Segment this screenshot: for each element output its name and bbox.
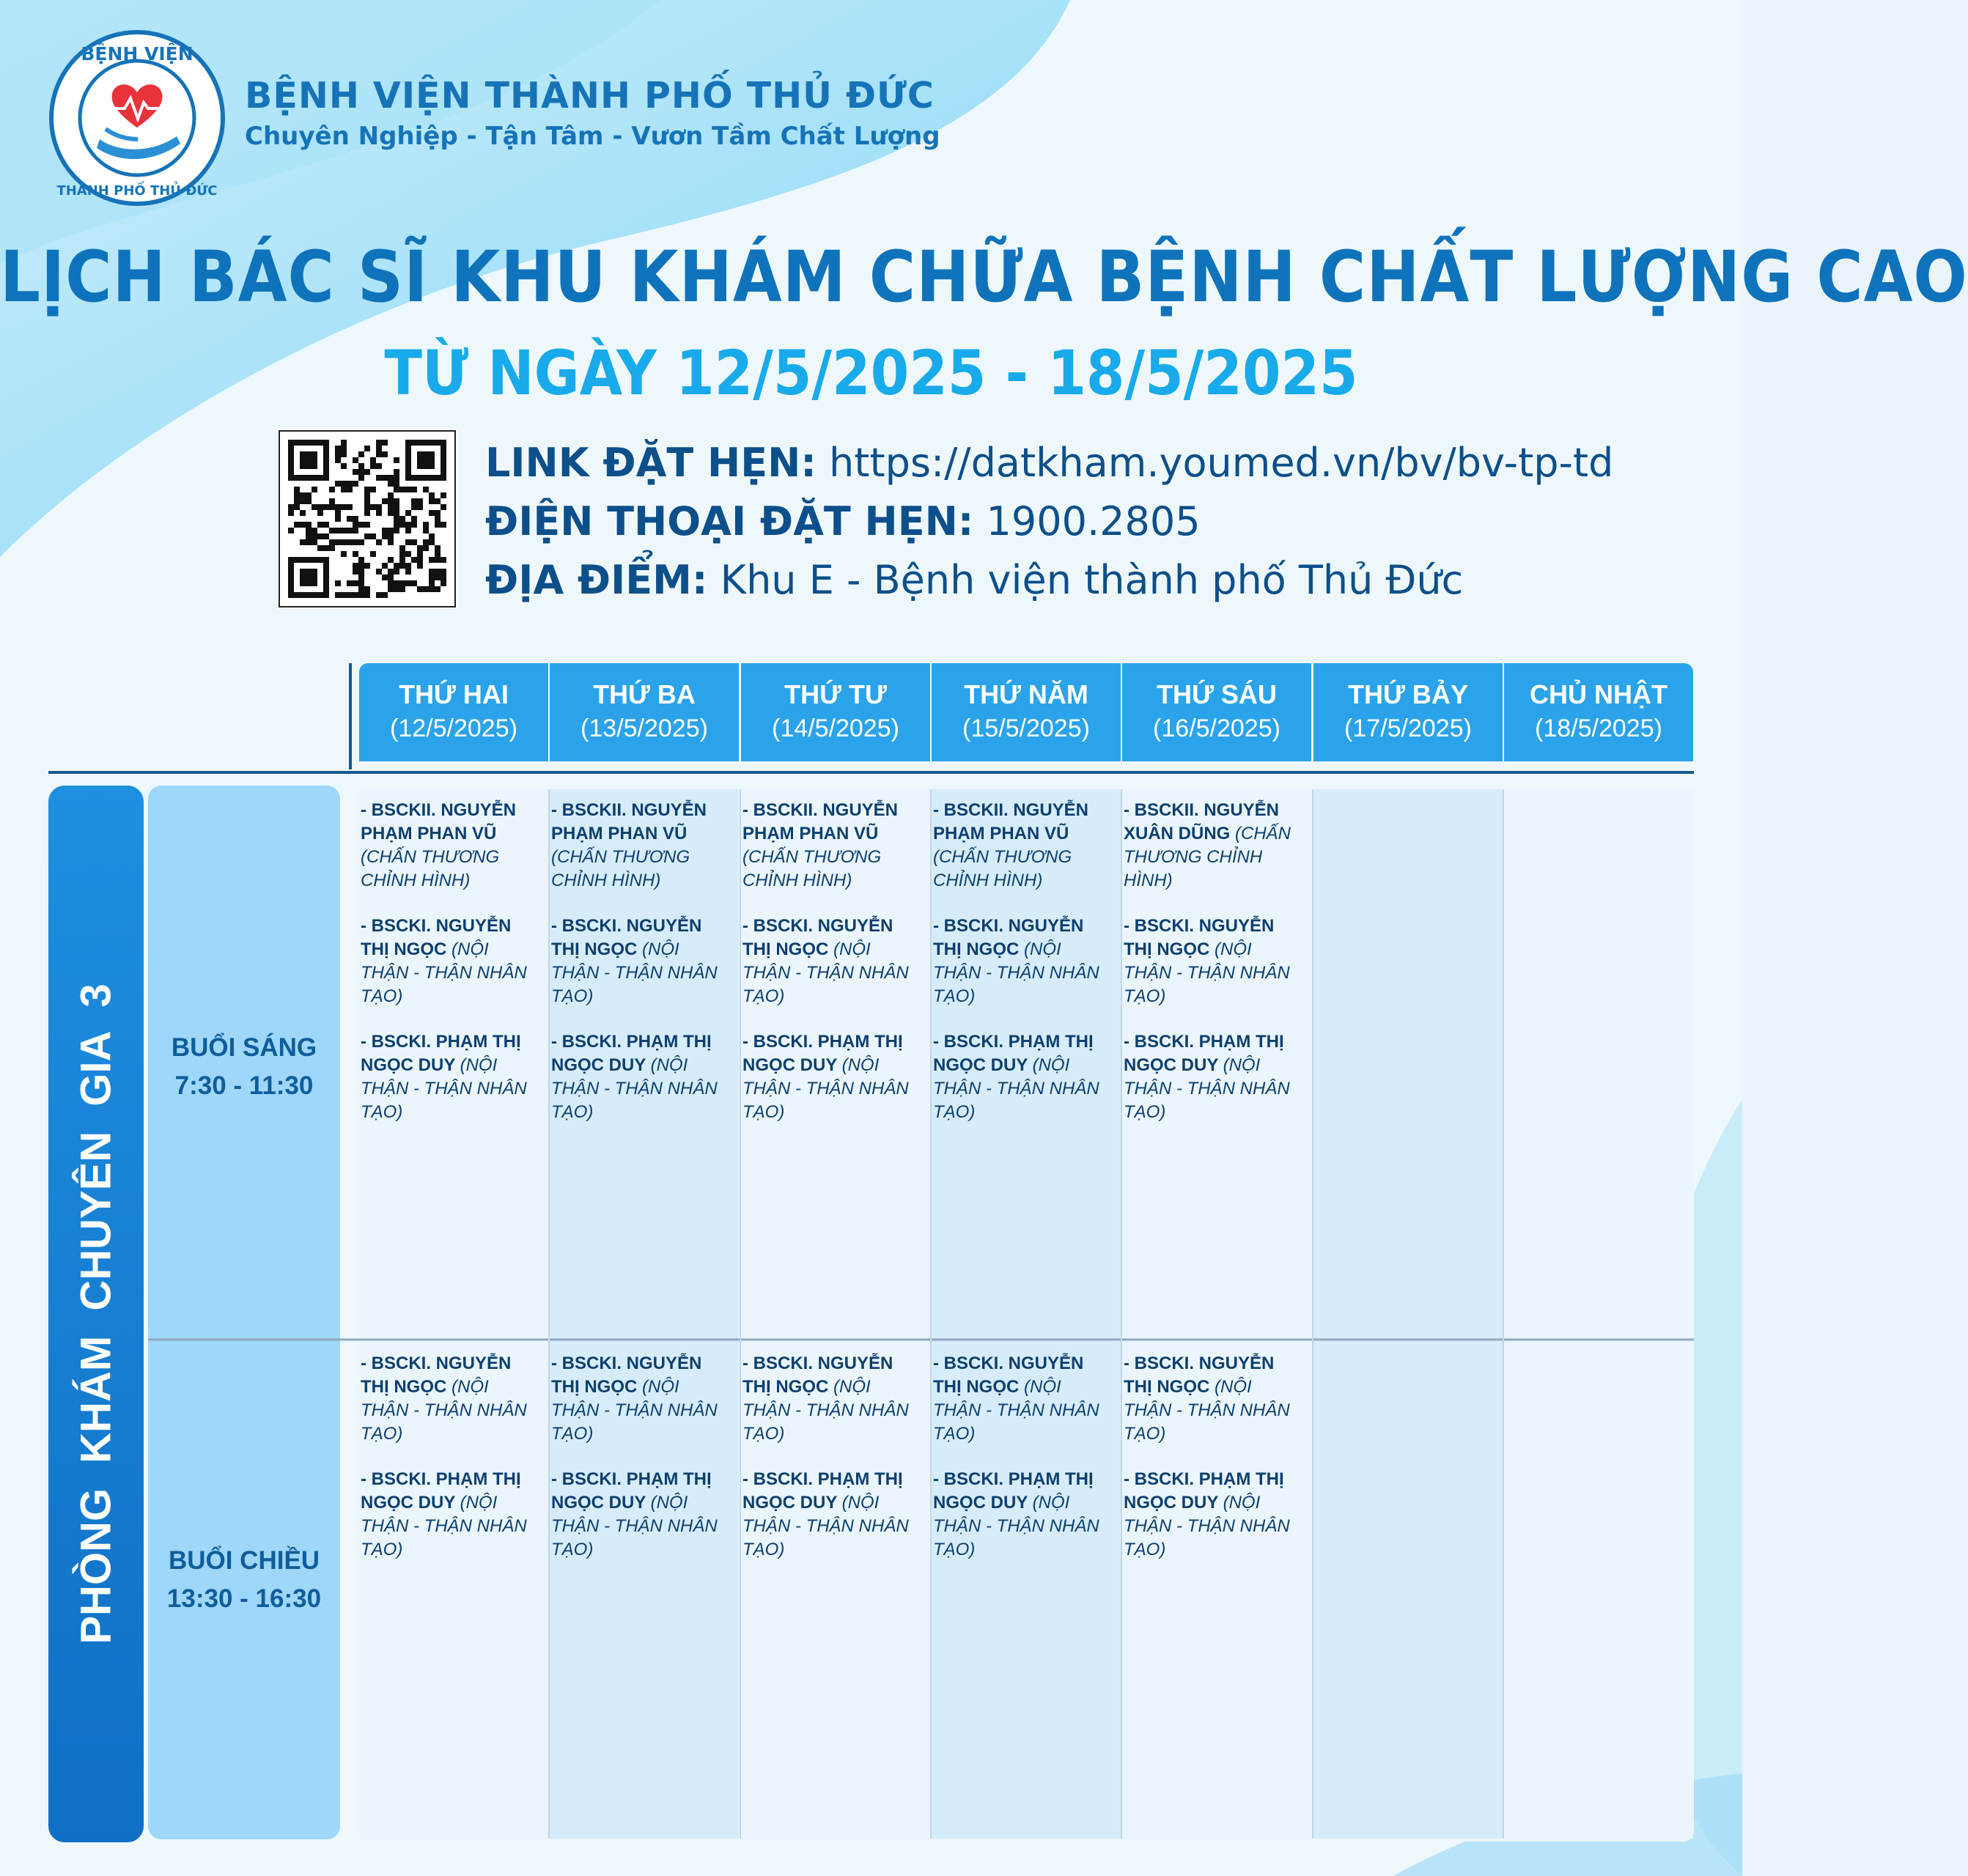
doctor-specialty: (CHẤN THƯƠNG CHỈNH HÌNH): [551, 847, 690, 890]
room-label: PHÒNG KHÁM CHUYÊN GIA 3: [72, 983, 120, 1644]
doctor-entry: [742, 915, 918, 1008]
doctor-specialty: (CHẤN THƯƠNG CHỈNH HÌNH): [933, 847, 1072, 890]
doctor-specialty: (NỘI THẬN - THẬN NHÂN TẠO): [551, 939, 718, 1006]
page-title: LỊCH BÁC SĨ KHU KHÁM CHỮA BỆNH CHẤT LƯỢNG CAO: [0, 236, 1968, 318]
doctor-name: - BSCKI. NGUYỄN THỊ NGỌC: [361, 916, 512, 959]
schedule-cell-morning: [742, 799, 918, 1146]
booking-phone-value[interactable]: 1900.2805: [973, 498, 1201, 544]
doctor-entry: [742, 1468, 918, 1562]
doctor-specialty: (NỘI THẬN - THẬN NHÂN TẠO): [1124, 1377, 1290, 1444]
doctor-name: - BSCKII. NGUYỄN PHẠM PHAN VŨ: [742, 800, 899, 843]
doctor-entry: [933, 799, 1109, 893]
doctor-name: - BSCKI. NGUYỄN THỊ NGỌC: [1124, 916, 1275, 959]
booking-link-url[interactable]: https://datkham.youmed.vn/bv/bv-tp-td: [816, 440, 1614, 486]
day-name: THỨ BA: [593, 679, 696, 709]
doctor-specialty: (CHẤN THƯƠNG CHỈNH HÌNH): [361, 847, 500, 890]
doctor-name: - BSCKI. PHẠM THỊ NGỌC DUY: [361, 1032, 521, 1075]
doctor-specialty: (NỘI THẬN - THẬN NHÂN TẠO): [1124, 1055, 1290, 1122]
day-date: (13/5/2025): [581, 714, 708, 742]
session-morning: [148, 1033, 340, 1101]
doctor-entry: [361, 1468, 537, 1562]
doctor-name: - BSCKI. PHẠM THỊ NGỌC DUY: [933, 1032, 1094, 1075]
day-name: THỨ TƯ: [784, 679, 887, 709]
doctor-name: - BSCKII. NGUYỄN PHẠM PHAN VŨ: [551, 800, 707, 843]
doctor-name: - BSCKI. PHẠM THỊ NGỌC DUY: [361, 1469, 521, 1513]
doctor-name: - BSCKI. PHẠM THỊ NGỌC DUY: [1124, 1032, 1284, 1075]
doctor-specialty: (NỘI THẬN - THẬN NHÂN TẠO): [742, 1493, 909, 1559]
doctor-entry: [361, 1030, 537, 1124]
doctor-entry: [1124, 1352, 1300, 1446]
doctor-specialty: (NỘI THẬN - THẬN NHÂN TẠO): [361, 939, 527, 1006]
day-header: [932, 663, 1121, 761]
hospital-slogan: Chuyên Nghiệp - Tận Tâm - Vươn Tầm Chất Lượng: [245, 122, 940, 151]
day-date: (17/5/2025): [1344, 714, 1472, 742]
doctor-name: - BSCKI. PHẠM THỊ NGỌC DUY: [551, 1032, 712, 1075]
doctor-entry: [361, 799, 537, 893]
doctor-entry: [933, 1352, 1109, 1446]
session-afternoon-name: BUỔI CHIỀU: [168, 1546, 320, 1575]
doctor-entry: [551, 799, 727, 893]
schedule-cell-afternoon: [1124, 1352, 1300, 1584]
day-header: [359, 663, 548, 761]
doctor-name: - BSCKI. PHẠM THỊ NGỌC DUY: [933, 1469, 1094, 1513]
doctor-name: - BSCKII. NGUYỄN PHẠM PHAN VŨ: [933, 800, 1089, 843]
schedule-cell-morning: [1124, 799, 1300, 1146]
doctor-entry: [1124, 915, 1300, 1008]
doctor-entry: [742, 799, 918, 893]
doctor-entry: [361, 1352, 537, 1446]
schedule-cell-morning: [551, 799, 727, 1146]
doctor-name: - BSCKI. NGUYỄN THỊ NGỌC: [933, 1354, 1084, 1397]
doctor-specialty: (NỘI THẬN - THẬN NHÂN TẠO): [361, 1377, 527, 1444]
schedule-cell-afternoon: [742, 1352, 918, 1584]
day-name: CHỦ NHẬT: [1530, 679, 1667, 709]
session-afternoon: [148, 1546, 340, 1614]
session-afternoon-time: 13:30 - 16:30: [166, 1584, 322, 1613]
doctor-specialty: (NỘI THẬN - THẬN NHÂN TẠO): [551, 1377, 718, 1444]
day-date: (12/5/2025): [390, 714, 517, 742]
doctor-specialty: (NỘI THẬN - THẬN NHÂN TẠO): [933, 1055, 1099, 1122]
schedule-cell-afternoon: [361, 1352, 537, 1584]
doctor-entry: [933, 1030, 1109, 1124]
location-value: Khu E - Bệnh viện thành phố Thủ Đức: [707, 557, 1464, 603]
doctor-specialty: (NỘI THẬN - THẬN NHÂN TẠO): [742, 939, 909, 1006]
doctor-entry: [551, 1352, 727, 1446]
booking-link-label: LINK ĐẶT HẸN:: [485, 440, 817, 486]
day-date: (18/5/2025): [1535, 714, 1662, 742]
doctor-name: - BSCKI. NGUYỄN THỊ NGỌC: [742, 916, 893, 959]
doctor-entry: [551, 1468, 727, 1562]
doctor-name: - BSCKII. NGUYỄN PHẠM PHAN VŨ: [361, 800, 517, 843]
doctor-entry: [933, 1468, 1109, 1562]
doctor-entry: [551, 915, 727, 1008]
day-header: [550, 663, 739, 761]
doctor-name: - BSCKI. NGUYỄN THỊ NGỌC: [742, 1354, 893, 1397]
day-header: [741, 663, 930, 761]
day-header: [1313, 663, 1503, 761]
doctor-name: - BSCKII. NGUYỄN XUÂN DŨNG: [1124, 800, 1280, 843]
doctor-specialty: (NỘI THẬN - THẬN NHÂN TẠO): [933, 1377, 1099, 1444]
doctor-specialty: (NỘI THẬN - THẬN NHÂN TẠO): [933, 1493, 1099, 1559]
schedule-cell-morning: [361, 799, 537, 1146]
doctor-name: - BSCKI. NGUYỄN THỊ NGỌC: [933, 916, 1084, 959]
doctor-name: - BSCKI. PHẠM THỊ NGỌC DUY: [742, 1469, 903, 1513]
day-header: [1504, 663, 1693, 761]
day-name: THỨ NĂM: [964, 679, 1088, 709]
doctor-name: - BSCKI. PHẠM THỊ NGỌC DUY: [742, 1032, 903, 1075]
doctor-name: - BSCKI. PHẠM THỊ NGỌC DUY: [1124, 1469, 1284, 1513]
day-date: (14/5/2025): [772, 714, 899, 742]
doctor-name: - BSCKI. PHẠM THỊ NGỌC DUY: [551, 1469, 712, 1513]
doctor-entry: [933, 915, 1109, 1008]
doctor-entry: [742, 1030, 918, 1124]
schedule-cell-morning: [933, 799, 1109, 1146]
schedule-cell-afternoon: [551, 1352, 727, 1584]
doctor-specialty: (NỘI THẬN - THẬN NHÂN TẠO): [742, 1377, 909, 1444]
booking-phone-label: ĐIỆN THOẠI ĐẶT HẸN:: [485, 498, 974, 544]
doctor-specialty: (NỘI THẬN - THẬN NHÂN TẠO): [551, 1055, 718, 1122]
doctor-specialty: (NỘI THẬN - THẬN NHÂN TẠO): [933, 939, 1099, 1006]
doctor-entry: [551, 1030, 727, 1124]
session-morning-time: 7:30 - 11:30: [174, 1071, 314, 1100]
schedule-cell-afternoon: [933, 1352, 1109, 1584]
doctor-entry: [1124, 799, 1300, 893]
logo-text-top: BỆNH VIỆN: [81, 43, 194, 64]
doctor-specialty: (NỘI THẬN - THẬN NHÂN TẠO): [1124, 939, 1290, 1006]
doctor-name: - BSCKI. NGUYỄN THỊ NGỌC: [551, 1354, 702, 1397]
doctor-specialty: (NỘI THẬN - THẬN NHÂN TẠO): [742, 1055, 909, 1122]
doctor-entry: [1124, 1468, 1300, 1562]
doctor-specialty: (NỘI THẬN - THẬN NHÂN TẠO): [551, 1493, 718, 1559]
doctor-specialty: (CHẤN THƯƠNG CHỈNH HÌNH): [742, 847, 882, 890]
doctor-specialty: (CHẤN THƯƠNG CHỈNH HÌNH): [1124, 824, 1291, 890]
day-date: (16/5/2025): [1153, 714, 1280, 742]
doctor-specialty: (NỘI THẬN - THẬN NHÂN TẠO): [361, 1493, 527, 1559]
location-label: ĐỊA ĐIỂM:: [485, 557, 708, 603]
day-header: [1122, 663, 1311, 761]
logo-text-bottom: THÀNH PHỐ THỦ ĐỨC: [56, 183, 218, 199]
doctor-specialty: (NỘI THẬN - THẬN NHÂN TẠO): [361, 1055, 527, 1122]
day-date: (15/5/2025): [962, 714, 1090, 742]
doctor-specialty: (NỘI THẬN - THẬN NHÂN TẠO): [1124, 1493, 1290, 1559]
day-name: THỨ HAI: [399, 679, 509, 709]
hospital-name: BỆNH VIỆN THÀNH PHỐ THỦ ĐỨC: [245, 75, 935, 117]
day-name: THỨ SÁU: [1157, 679, 1277, 709]
doctor-entry: [742, 1352, 918, 1446]
doctor-entry: [1124, 1030, 1300, 1124]
doctor-name: - BSCKI. NGUYỄN THỊ NGỌC: [1124, 1354, 1275, 1397]
session-morning-name: BUỔI SÁNG: [171, 1033, 317, 1062]
day-name: THỨ BẢY: [1348, 679, 1468, 709]
doctor-name: - BSCKI. NGUYỄN THỊ NGỌC: [551, 916, 702, 959]
doctor-entry: [361, 915, 537, 1008]
date-range: TỪ NGÀY 12/5/2025 - 18/5/2025: [384, 337, 1358, 409]
doctor-name: - BSCKI. NGUYỄN THỊ NGỌC: [361, 1354, 512, 1397]
